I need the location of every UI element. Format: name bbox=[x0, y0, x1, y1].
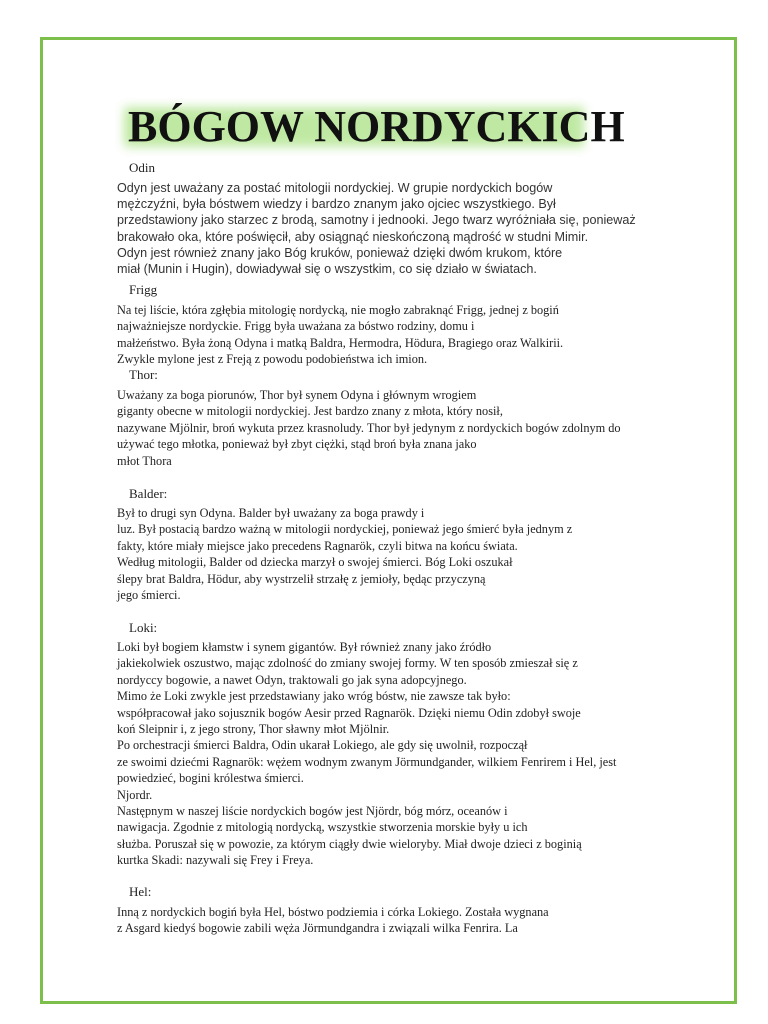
section-text-thor: Uważany za boga piorunów, Thor był synem Odyna i głównym wrogiem giganty obecne w mitologii nordyckiej. Jest bardzo znany z młota, który nosił, nazywane Mjölnir, broń wykuta przez krasnoludy. Thor był jedynym z nordyckich bogów zdolnym do używać tego młotka, ponieważ był zbyt ciężki, stąd broń była znana jako młot Thora bbox=[117, 388, 621, 468]
section-text-hel: Inną z nordyckich bogiń była Hel, bóstwo podziemia i córka Lokiego. Została wygnana z Asgard kiedyś bogowie zabili węża Jörmundgandra i związali wilka Fenrira. La bbox=[117, 905, 549, 936]
section-text-frigg: Na tej liście, która zgłębia mitologię nordycką, nie mogło zabraknąć Frigg, jednej z bogiń najważniejsze nordyckie. Frigg była uważana za bóstwo rodziny, domu i małżeństwo. Była żoną Odyna i matką Baldra, Hermodra, Hödura, Bragiego oraz Walkirii. Zwykle mylone jest z Freją z powodu podobieństwa ich imion. bbox=[117, 303, 564, 367]
section-text-balder: Był to drugi syn Odyna. Balder był uważany za boga prawdy i luz. Był postacią bardzo ważną w mitologii nordyckiej, ponieważ jego śmierć była jednym z fakty, które miały miejsce jako precedens Ragnarök, czyli bitwa na końcu świata. Według mitologii, Balder od dziecka marzył o swojej śmierci. Bóg Loki oszukał ślepy brat Baldra, Hödur, aby wystrzelił strzałę z jemioły, będąc przyczyną jego śmierci. bbox=[117, 506, 573, 603]
section-text-loki: Loki był bogiem kłamstw i synem gigantów. Był również znany jako źródło jakiekolwiek oszustwo, mając zdolność do zmiany swojej formy. W ten sposób zmieszał się z nordyccy bogowie, a nawet Odyn, traktowali go jak syna adopcyjnego. Mimo że Loki zwykle jest przedstawiany jako wróg bóstw, nie zawsze tak było: współpracował jako sojusznik bogów Aesir przed Ragnarök. Dzięki niemu Odin zdobył swoje koń Sleipnir i, z jego strony, Thor sławny młot Mjölnir. Po orchestracji śmierci Baldra, Odin ukarał Lokiego, ale gdy się uwolnił, rozpoczął ze swoimi dziećmi Ragnarök: wężem wodnym zwanym Jörmundgander, wilkiem Fenrirem i Hel, jest powiedzieć, bogini królestwa śmierci. Njordr. Następnym w naszej liście nordyckich bogów jest Njördr, bóg mórz, oceanów i nawigacja. Zgodnie z mitologią nordycką, wszystkie stworzenia morskie były u ich służba. Poruszał się w powozie, za którym ciągły dwie wieloryby. Miał dwoje dzieci z boginią kurtka Skadi: nazywali się Frey i Freya. bbox=[117, 640, 617, 868]
section-text-odin: Odyn jest uważany za postać mitologii nordyckiej. W grupie nordyckich bogów mężczyźni, była bóstwem wiedzy i bardzo znanym jako ojciec wszystkiego. Był przedstawiony jako starzec z brodą, samotny i jednooki. Jego twarz wyróżniała się, ponieważ brakowało oka, które poświęcił, aby osiągnąć nieskończoną mądrość w studni Mimir. Odyn jest również znany jako Bóg kruków, ponieważ dzięki dwóm krukom, które miał (Munin i Hugin), dowiadywał się o wszystkim, co się działo w światach. bbox=[117, 181, 636, 277]
section-heading-thor: Thor: bbox=[129, 367, 158, 382]
section-heading-balder: Balder: bbox=[129, 486, 168, 501]
page-title: BÓGOW NORDYCKICH bbox=[128, 101, 625, 153]
section-heading-hel: Hel: bbox=[129, 884, 152, 899]
section-heading-frigg: Frigg bbox=[129, 282, 158, 297]
section-heading-odin: Odin bbox=[129, 160, 155, 175]
section-heading-loki: Loki: bbox=[129, 620, 158, 635]
